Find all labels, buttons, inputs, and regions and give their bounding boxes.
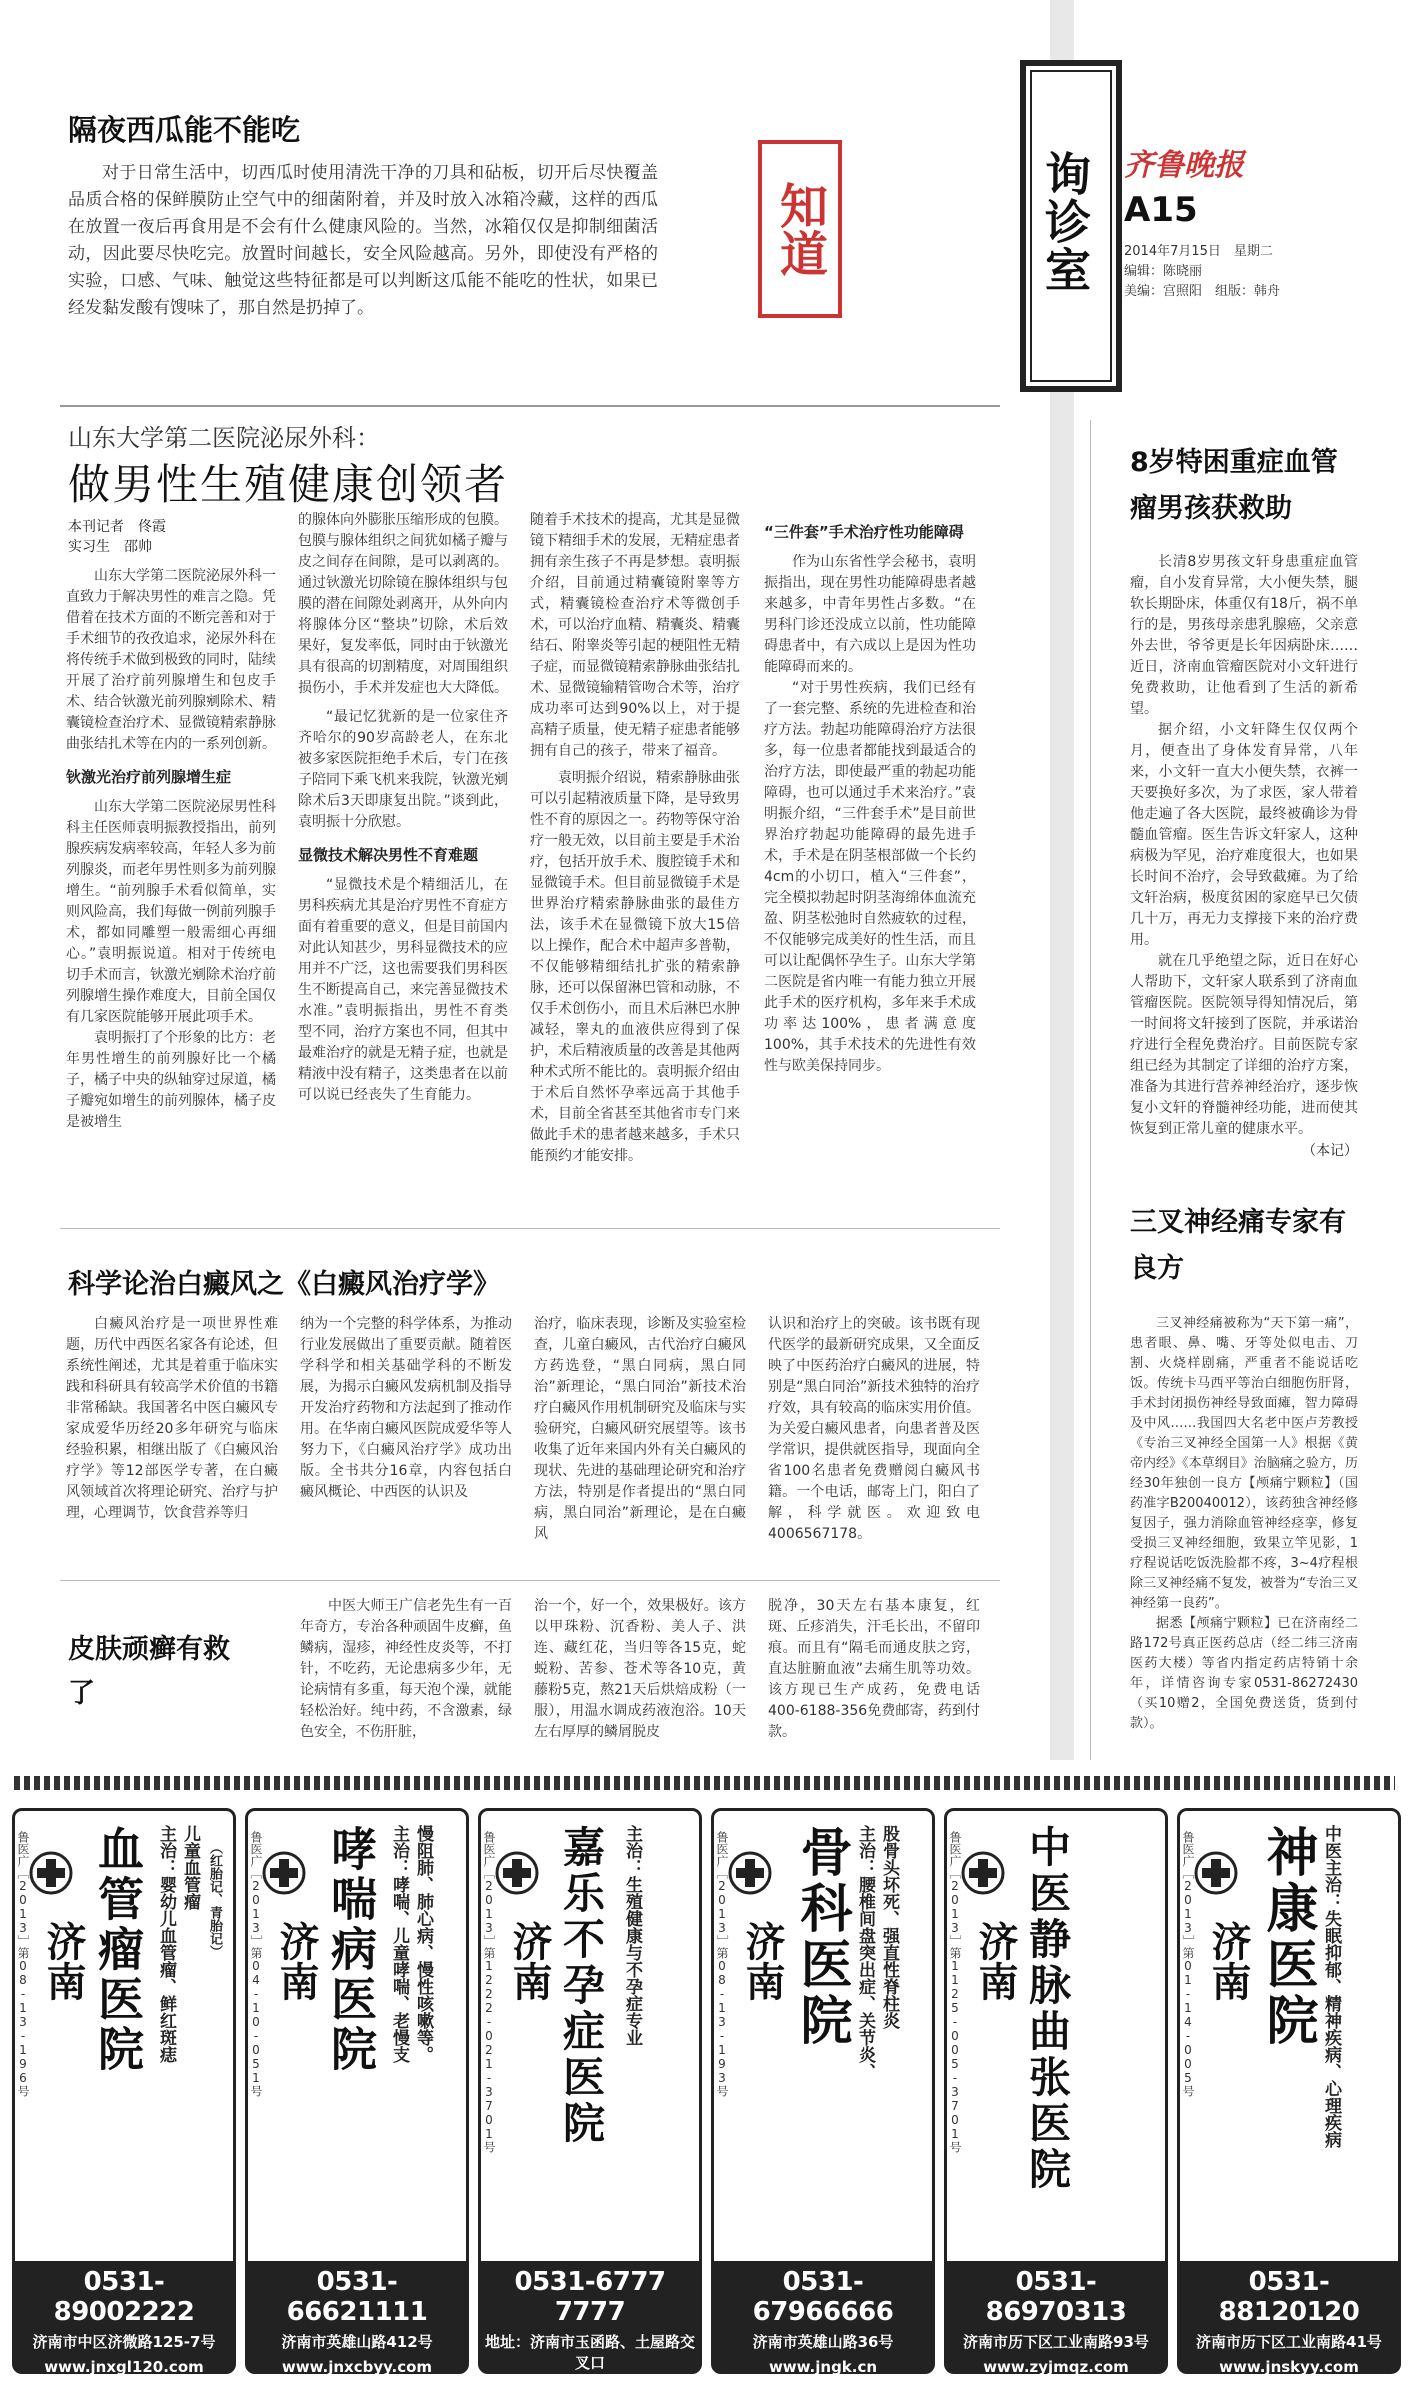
ad-license: 鲁医广［2013］第04-10-051号	[249, 1831, 263, 2097]
section-divider	[60, 1580, 1000, 1581]
feature-paragraph: “最记忆犹新的是一位家住齐齐哈尔的90岁高龄老人，在东北被多家医院拒绝手术后，专门在孩子陪同下乘飞机来我院，钬激光剜除术后3天即康复出院。”谈到此，袁明振十分欣慰。	[298, 709, 508, 830]
hospital-ad[interactable]	[944, 1808, 1168, 2374]
feature-subhead: 钬激光治疗前列腺增生症	[66, 768, 232, 786]
ad-address: 济南市英雄山路412号	[281, 2333, 433, 2351]
ad-treatment: 主治：婴幼儿血管瘤、鲜红斑痣	[156, 1825, 176, 2063]
ad-website[interactable]: www.zyjmqz.com	[983, 2358, 1129, 2376]
ad-treatment: 慢阻肺、肺心病、慢性咳嗽等。	[413, 1825, 433, 2063]
ad-treatment: 主治：腰椎间盘突出症、关节炎、	[855, 1825, 875, 2080]
watermelon-title: 隔夜西瓜能不能吃	[68, 113, 301, 147]
ad-phone[interactable]: 0531-66621111	[286, 2267, 428, 2327]
right-column-rule	[1090, 420, 1091, 1760]
section-title: 询诊室	[1038, 150, 1092, 294]
ad-hospital-name: 嘉乐不孕症医院	[557, 1825, 606, 2147]
ad-website[interactable]: www.jnxgl120.com	[44, 2358, 204, 2376]
ad-phone[interactable]: 0531-86970313	[985, 2267, 1127, 2327]
ad-city: 济南	[40, 1921, 86, 2001]
feature-paragraph: 山东大学第二医院泌尿外科一直致力于解决男性的难言之隐。凭借着在技术方面的不断完善和对于手术细节的孜孜追求，泌尿外科在将传统手术做到极致的同时，陆续开展了治疗前列腺增生和包皮手术、结合钬激光前列腺剜除术、精囊镜检查治疗术、显微镜精索静脉曲张结扎术等在内的一系列创新。	[66, 568, 276, 752]
ad-footer	[15, 2261, 233, 2376]
issue-date: 2014年7月15日 星期二	[1124, 244, 1273, 259]
ad-treatment: 主治：生殖健康与不孕症专业	[622, 1825, 642, 2046]
ad-phone[interactable]: 0531-67966666	[752, 2267, 894, 2327]
feature-subhead: 显微技术解决男性不育难题	[298, 846, 479, 864]
badge-seal: 知道	[758, 140, 842, 318]
ad-address: 地址：济南市玉函路、土屋路交叉口	[484, 2333, 695, 2372]
ad-footer	[947, 2261, 1165, 2376]
hospital-ad[interactable]	[245, 1808, 469, 2374]
vitiligo-title: 科学论治白癜风之《白癜风治疗学》	[68, 1269, 500, 1300]
ad-website[interactable]: www.jnskyy.com	[1219, 2358, 1359, 2376]
ad-phone[interactable]: 0531-88120120	[1218, 2267, 1360, 2327]
psoriasis-title: 皮肤顽癣有救了	[68, 1634, 230, 1709]
ad-license: 鲁医广［2013］第08-13-196号	[16, 1831, 30, 2097]
boy-paragraph: 据介绍，小文轩降生仅仅两个月，便查出了身体发育异常，八年来，小文轩一直大小便失禁，衣裤一天要换好多次，为了求医，家人带着他走遍了各大医院，最终被确诊为骨髓血管瘤。医生告诉文轩家人，这种病极为罕见，治疗难度很大，也如果长时间不治疗，会导致截瘫。为了给文轩治病，极度贫困的家庭早已欠债几十万，再无力支撑接下来的治疗费用。	[1130, 722, 1358, 948]
ad-address: 济南市中区济微路125-7号	[32, 2333, 216, 2351]
ad-hospital-name: 神康医院	[1257, 1825, 1317, 2049]
ad-license: 鲁医广［2013］第1125-005-3701号	[948, 1831, 962, 2153]
feature-subhead: “三件套”手术治疗性功能障碍	[764, 523, 964, 541]
ad-address: 济南市英雄山路36号	[752, 2333, 894, 2351]
neuralgia-title: 三叉神经痛专家有良方	[1130, 1207, 1346, 1284]
feature-paragraph: 山东大学第二医院泌尿男性科科主任医师袁明振教授指出，前列腺疾病发病率较高，年轻人多为前列腺炎，而老年男性则多为前列腺增生。“前列腺手术看似简单，实则风险高，我们每做一例前列腺手术，都如同雕塑一般需细心再细心。”袁明振说道。相对于传统电切手术而言，钬激光剜除术治疗前列腺增生操作难度大，目前全国仅有几家医院能够开展此项手术。	[66, 799, 276, 1025]
hospital-ad[interactable]	[1177, 1808, 1401, 2374]
hospital-logo-icon	[1194, 1851, 1238, 1895]
ad-license: 鲁医广［2013］第1222-021-3701号	[482, 1831, 496, 2153]
page-number: A15	[1124, 190, 1198, 230]
psoriasis-col3: 脱净，30天左右基本康复，红斑、丘疹消失，汗毛长出，不留印痕。而且有“隔毛而通皮肤之窍，直达脏腑血液”去痛生肌等功效。该方现已生产成药，免费电话400-6188-356免费邮寄，药到付款。	[768, 1598, 980, 1740]
designer-credit: 美编：宫照阳 组版：韩舟	[1124, 284, 1281, 299]
paper-name: 齐鲁晚报	[1124, 148, 1244, 183]
hospital-ad[interactable]	[478, 1808, 702, 2397]
ad-website[interactable]: www.jn1212.com	[517, 2379, 663, 2397]
feature-paragraph: “显微技术是个精细活儿，在男科疾病尤其是治疗男性不育症方面有着重要的意义，但是目前国内对此认知甚少，男科显微技术的应用并不广泛，这也需要我们男科医生不断提高自己，来完善显微技术水准。”袁明振指出，男性不育类型不同，治疗方案也不同，但其中最难治疗的就是无精子症，也就是精液中没有精子，这类患者在以前可以说已经丧失了生育能力。	[298, 877, 508, 1103]
ad-city: 济南	[739, 1921, 785, 2001]
neuralgia-paragraph: 三叉神经痛被称为“天下第一痛”，患者眼、鼻、嘴、牙等处似电击、刀割、火烧样剧痛，严重者不能说话吃饭。传统卡马西平等治白细胞伤肝肾，手术封闭损伤神经导致面瘫，智力障碍及中风……我国四大名老中医卢芳教授《专治三叉神经全国第一人》根据《黄帝内经》《本草纲目》治脑痛之验方，历经30年独创一良方【颅痛宁颗粒】（国药准字B20040012），该药独含神经修复因子，强力消除血管神经痉挛，修复受损三叉神经细胞，致果立竿见影，1疗程说话吃饭洗脸都不疼，3~4疗程根除三叉神经痛不复发，被誉为“专治三叉神经第一良药”。	[1130, 1316, 1358, 1611]
feature-paragraph: 随着手术技术的提高，尤其是显微镜下精细手术的发展，无精症患者拥有亲生孩子不再是梦想。袁明振介绍，目前通过精囊镜附睾等方式，精囊镜检查治疗术等微创手术，可以治疗血精、精囊炎、精囊结石、附睾炎等引起的梗阻性无精子症，而显微镜精索静脉曲张结扎术、显微镜输精管吻合术等，治疗成功率可达到90%以上，对于提高精子质量，使无精子症患者能够拥有自己的孩子，带来了福音。	[530, 512, 740, 759]
byline-reporter: 本刊记者 佟霞	[68, 519, 166, 535]
hospital-logo-icon	[961, 1851, 1005, 1895]
hospital-logo-icon	[29, 1851, 73, 1895]
byline-intern: 实习生 邵帅	[68, 539, 152, 555]
psoriasis-col1: 中医大师王广信老先生有一百年奇方，专治各种顽固牛皮癣，鱼鳞病，湿疹，神经性皮炎等，不打针，不吃药，无论患病多少年，无论病情有多重，每天泡个澡，就能轻松治好。纯中药，不含激素，绿色安全，不伤肝脏，	[300, 1598, 512, 1740]
feature-paragraph: 的腺体向外膨胀压缩形成的包膜。包膜与腺体组织之间犹如橘子瓣与皮之间存在间隙，是可以剥离的。通过钬激光切除镜在腺体组织与包膜的潜在间隙处剥离开，从外向内将腺体分区“整块”切除，术后效果好，复发率低，同时由于钬激光具有很高的切割精度，对周围组织损伤小，手术并发症也大大降低。	[298, 512, 508, 696]
ad-license: 鲁医广［2013］第01-14-005号	[1181, 1831, 1195, 2097]
boy-note: （本记）	[1302, 1143, 1358, 1159]
boy-paragraph: 长清8岁男孩文轩身患重症血管瘤，自小发育异常，大小便失禁，腿软长期卧床，体重仅有18斤，祸不单行的是，男孩母亲患乳腺癌，父亲意外去世，爷爷更是长年因病卧床……近日，济南血管瘤医院对小文轩进行免费救助，让他看到了生活的新希望。	[1130, 554, 1358, 717]
feature-kicker: 山东大学第二医院泌尿外科：	[68, 424, 380, 452]
feature-paragraph: 袁明振打了个形象的比方：老年男性增生的前列腺好比一个橘子，橘子中央的纵轴穿过尿道，橘子瓣宛如增生的前列腺体，橘子皮是被增生	[66, 1030, 276, 1130]
editor-credit: 编辑：陈晓丽	[1124, 264, 1203, 279]
ad-address: 济南市历下区工业南路41号	[1196, 2333, 1382, 2351]
ad-treatment: 儿童血管瘤	[180, 1825, 200, 1910]
boy-story-title: 8岁特困重症血管瘤男孩获救助	[1130, 447, 1338, 524]
neuralgia-paragraph: 据悉【颅痛宁颗粒】已在济南经二路172号真正医药总店（经二纬三济南医药大楼）等省内指定药店特销十余年，详情咨询专家0531-86272430（买10赠2，全国免费送货，货到付款）。	[1130, 1616, 1358, 1731]
ad-license: 鲁医广［2013］第08-13-193号	[715, 1831, 729, 2097]
hospital-logo-icon	[262, 1851, 306, 1895]
watermelon-text: 对于日常生活中，切西瓜时使用清洗干净的刀具和砧板，切开后尽快覆盖品质合格的保鲜膜防止空气中的细菌附着，并及时放入冰箱冷藏，这样的西瓜在放置一夜后再食用是不会有什么健康风险的。当然，冰箱仅仅是抑制细菌活动，因此要尽快吃完。放置时间越长，安全风险越高。另外，即使没有严格的实验，口感、气味、触觉这些特征都是可以判断这瓜能不能吃的性状，如果已经发黏发酸有馊味了，那自然是扔掉了。	[68, 163, 658, 318]
feature-paragraph: “对于男性疾病，我们已经有了一套完整、系统的先进检查和治疗方法。勃起功能障碍治疗方法很多，每一位患者都能找到最适合的治疗方法，即使最严重的勃起功能障碍，也可以通过手术来治疗。”袁明振介绍，“三件套手术”是目前世界治疗勃起功能障碍的最先进手术，手术是在阴茎根部做一个长约4cm的小切口，植入“三件套”，完全模拟勃起时阴茎海绵体血流充盈、阴茎松弛时自然疲软的过程，不仅能够完成美好的性生活，而且可以让配偶怀孕生子。山东大学第二医院是省内唯一有能力独立开展此手术的医疗机构，多年来手术成功率达100%，患者满意度100%，其手术技术的先进性有效性与欧美保持同步。	[764, 680, 976, 1074]
ad-hospital-name: 中医静脉曲张医院	[1023, 1825, 1072, 2193]
ad-city: 济南	[1205, 1921, 1251, 2001]
ad-treatment: 股骨头坏死、强直性脊柱炎	[879, 1825, 899, 2029]
hospital-logo-icon	[495, 1851, 539, 1895]
ad-footer	[248, 2261, 466, 2376]
ad-footer	[714, 2261, 932, 2376]
feature-paragraph: 作为山东省性学会秘书，袁明振指出，现在男性功能障碍患者越来越多，中青年男性占多数。“在男科门诊还没成立以前，性功能障碍患者中，有六成以上是因为性功能障碍而来的。	[764, 554, 976, 675]
ad-footer	[481, 2261, 699, 2397]
hospital-ad[interactable]	[711, 1808, 935, 2374]
section-divider	[60, 405, 1000, 407]
feature-paragraph: 袁明振介绍说，精索静脉曲张可以引起精液质量下降，是导致男性不育的原因之一。药物等保守治疗一般无效，以目前主要是手术治疗，包括开放手术、腹腔镜手术和显微镜手术。但目前显微镜手术是世界治疗精索静脉曲张的最佳方法，该手术在显微镜下放大15倍以上操作，配合术中超声多普勒，不仅能够精细结扎扩张的精索静脉，还可以保留淋巴管和动脉，不仅手术创伤小，而且术后淋巴水肿减轻，睾丸的血液供应得到了保护，术后精液质量的改善是其他两种术式所不能比的。袁明振介绍由于术后自然怀孕率远高于其他手术，目前全省甚至其他省市专门来做此手术的患者越来越多，手术只能预约才能安排。	[530, 770, 740, 1164]
feature-col2	[298, 510, 508, 1106]
ad-city: 济南	[506, 1921, 552, 2001]
ad-phone[interactable]: 0531-6777 7777	[514, 2267, 666, 2327]
ad-treatment: （红胎记、青胎记）	[207, 1841, 222, 1958]
psoriasis-col2: 治一个，好一个，效果极好。该方以甲珠粉、沉香粉、美人子、洪连、藏红花，当归等各15克，蛇蜕粉、苦参、苍术等各10克，黄藤粉5克，熬21天后烘焙成粉（一服），用温水调成药液泡浴。10天左右厚厚的鳞屑脱皮	[534, 1598, 746, 1740]
ad-hospital-name: 血管瘤医院	[91, 1825, 145, 2075]
ad-website[interactable]: www.jngk.cn	[768, 2358, 878, 2376]
ad-treatment: 主治：哮喘、儿童哮喘、老慢支	[389, 1825, 409, 2063]
section-divider	[60, 1228, 1000, 1229]
ad-phone[interactable]: 0531-89002222	[53, 2267, 195, 2327]
ad-website[interactable]: www.jnxcbyy.com	[281, 2358, 433, 2376]
ad-hospital-name: 骨科医院	[791, 1825, 851, 2049]
ad-city: 济南	[273, 1921, 319, 2001]
hospital-ad[interactable]	[12, 1808, 236, 2374]
ad-hospital-name: 哮喘病医院	[324, 1825, 378, 2075]
feature-col1	[66, 566, 276, 1133]
vitiligo-col1: 白癜风治疗是一项世界性难题，历代中西医名家各有论述，但系统性阐述，尤其是着重于临床实践和科研具有较高学术价值的书籍非常稀缺。我国著名中医白癜风专家成爱华历经20多年研究与临床经验积累，相继出版了《白癜风治疗学》等12部医学专著，在白癜风领域首次将理论研究、治疗与护理，心理调节，饮食营养等归	[66, 1316, 278, 1521]
ad-treatment: 中医主治：失眠抑郁、精神疾病、心理疾病	[1321, 1825, 1341, 2148]
boy-story-body	[1130, 552, 1358, 1160]
vitiligo-col4: 认识和治疗上的突破。该书既有现代医学的最新研究成果，又全面反映了中医药治疗白癜风的进展，特别是“黑白同治”新技术独特的治疗疗效，具有较高的临床实用价值。为关爱白癜风患者，向患者普及医学常识，提供就医指导，现面向全省100名患者免费赠阅白癜风书籍。一个电话，邮寄上门，阳白了解，科学就医。欢迎致电4006567178。	[768, 1316, 980, 1542]
vitiligo-col2: 纳为一个完整的科学体系，为推动行业发展做出了重要贡献。随着医学科学和相关基础学科的不断发展，为揭示白癜风发病机制及指导开发治疗药物和方法起到了推动作用。在华南白癜风医院成爱华等人努力下，《白癜风治疗学》成功出版。全书共分16章，内容包括白癜风概论、中西医的认识及	[300, 1316, 512, 1500]
ad-footer	[1180, 2261, 1398, 2376]
neuralgia-body	[1130, 1314, 1358, 1734]
ad-city: 济南	[972, 1921, 1018, 2001]
boy-paragraph: 就在几乎绝望之际，近日在好心人帮助下，文轩家人联系到了济南血管瘤医院。医院领导得知情况后，第一时间将文轩接到了医院，并承诺治疗进行全程免费治疗。目前医院专家组已经为其制定了详细的治疗方案，准备为其进行营养神经治疗，逐步恢复小文轩的脊髓神经功能，进而使其恢复到正常儿童的健康水平。	[1130, 953, 1358, 1137]
ad-address: 济南市历下区工业南路93号	[963, 2333, 1149, 2351]
ads-divider	[14, 1776, 1395, 1790]
vitiligo-col3: 治疗，临床表现，诊断及实验室检查，儿童白癜风，古代治疗白癜风方药选登，“黑白同病，黑白同治”新理论，“黑白同治”新技术治疗白癜风作用机制研究及临床与实验研究，白癜风研究展望等。该书收集了近年来国内外有关白癜风的现状、先进的基础理论研究和治疗方法，特别是作者提出的“黑白同病，黑白同治”新理论，是在白癜风	[534, 1316, 746, 1542]
feature-col4	[764, 520, 976, 1077]
hospital-logo-icon	[728, 1851, 772, 1895]
feature-col3	[530, 510, 740, 1167]
feature-title: 做男性生殖健康创领者	[68, 460, 509, 509]
